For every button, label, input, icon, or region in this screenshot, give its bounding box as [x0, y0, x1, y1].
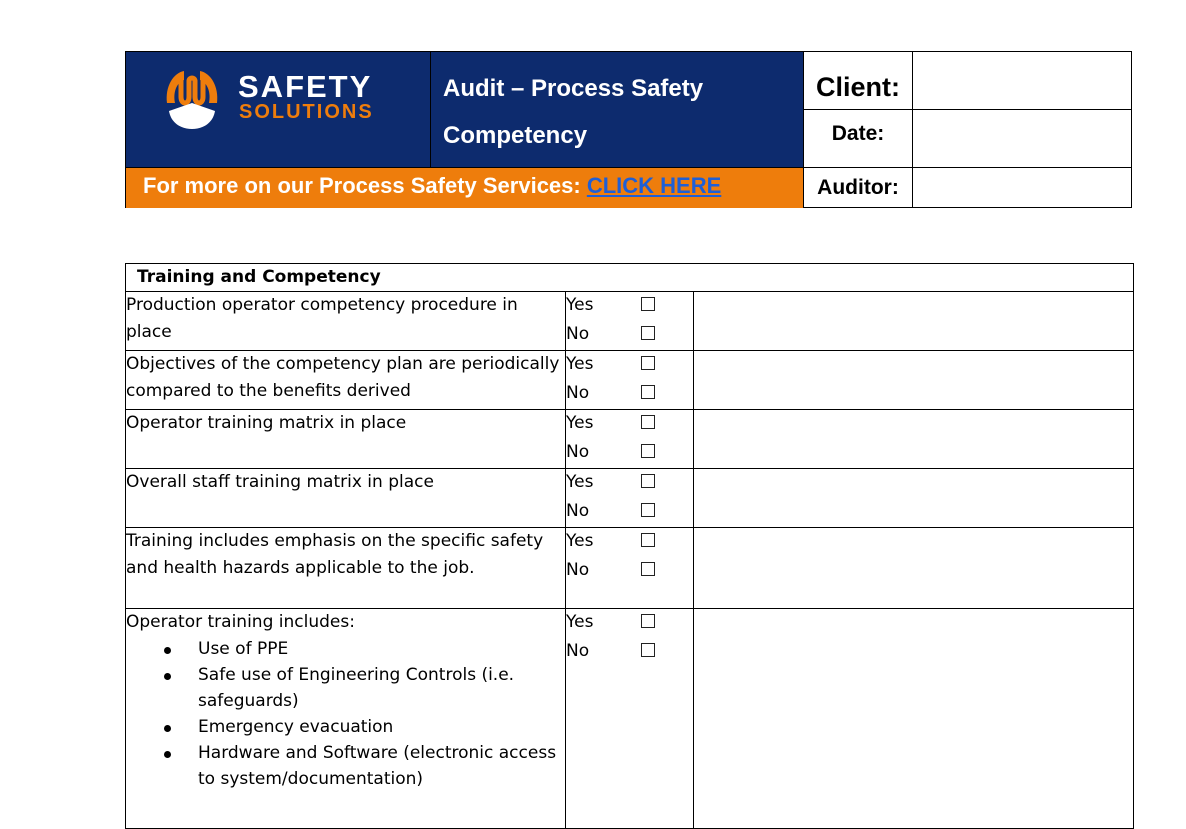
yes-checkbox[interactable] — [641, 297, 655, 311]
auditor-label: Auditor: — [804, 167, 913, 208]
yes-label: Yes — [566, 612, 594, 632]
question-text: Operator training includes: — [126, 612, 355, 632]
list-item: Emergency evacuation — [198, 714, 565, 740]
yes-checkbox[interactable] — [641, 356, 655, 370]
list-item: Use of PPE — [198, 636, 565, 662]
yes-checkbox[interactable] — [641, 533, 655, 547]
auditor-field[interactable] — [913, 167, 1131, 208]
yes-label: Yes — [566, 472, 594, 492]
question-text: Production operator competency procedure in place — [126, 292, 566, 351]
no-checkbox[interactable] — [641, 643, 655, 657]
logo-cell — [126, 52, 431, 167]
no-label: No — [566, 641, 590, 661]
yes-no-options — [566, 469, 694, 528]
no-checkbox[interactable] — [641, 503, 655, 517]
banner-text: For more on our Process Safety Services: — [143, 173, 587, 198]
date-field[interactable] — [913, 109, 1131, 167]
services-banner — [126, 167, 804, 208]
title-line-1: Audit – Process Safety — [443, 75, 704, 102]
comment-cell[interactable] — [694, 351, 1134, 410]
table-row — [126, 351, 1134, 410]
section-title: Training and Competency — [126, 264, 1134, 292]
no-label: No — [566, 324, 590, 344]
client-field[interactable] — [913, 52, 1131, 109]
logo-text-line2: SOLUTIONS — [239, 101, 374, 123]
header-table — [125, 51, 1132, 208]
yes-checkbox[interactable] — [641, 474, 655, 488]
click-here-link[interactable]: CLICK HERE — [586, 173, 722, 198]
yes-checkbox[interactable] — [641, 415, 655, 429]
comment-cell[interactable] — [694, 292, 1134, 351]
logo-text-line1: SAFETY — [238, 69, 373, 104]
yes-no-options — [566, 292, 694, 351]
no-checkbox[interactable] — [641, 444, 655, 458]
date-label: Date: — [804, 109, 913, 167]
yes-label: Yes — [566, 531, 594, 551]
no-checkbox[interactable] — [641, 326, 655, 340]
no-label: No — [566, 501, 590, 521]
yes-label: Yes — [566, 413, 594, 433]
yes-no-options — [566, 351, 694, 410]
yes-label: Yes — [566, 295, 594, 315]
table-row — [126, 292, 1134, 351]
no-label: No — [566, 442, 590, 462]
comment-cell[interactable] — [694, 528, 1134, 609]
safety-solutions-logo-icon — [159, 67, 225, 133]
question-text: Training includes emphasis on the specific safety and health hazards applicable to the job. — [126, 528, 566, 609]
checklist-table — [125, 263, 1134, 829]
no-label: No — [566, 383, 590, 403]
yes-checkbox[interactable] — [641, 614, 655, 628]
bullet-list — [126, 636, 565, 792]
question-text: Overall staff training matrix in place — [126, 469, 566, 528]
yes-label: Yes — [566, 354, 594, 374]
comment-cell[interactable] — [694, 469, 1134, 528]
audit-title — [431, 52, 804, 167]
list-item: Hardware and Software (electronic access to system/documentation) — [198, 740, 565, 792]
client-label: Client: — [804, 52, 913, 109]
yes-no-options — [566, 410, 694, 469]
yes-no-options — [566, 528, 694, 609]
no-checkbox[interactable] — [641, 562, 655, 576]
no-checkbox[interactable] — [641, 385, 655, 399]
table-row — [126, 469, 1134, 528]
comment-cell[interactable] — [694, 410, 1134, 469]
table-row — [126, 410, 1134, 469]
table-row — [126, 528, 1134, 609]
question-text: Operator training matrix in place — [126, 410, 566, 469]
no-label: No — [566, 560, 590, 580]
list-item: Safe use of Engineering Controls (i.e. safeguards) — [198, 662, 565, 714]
section-header-row — [126, 264, 1134, 292]
question-text: Objectives of the competency plan are periodically compared to the benefits derived — [126, 351, 566, 410]
title-line-2: Competency — [443, 122, 588, 149]
